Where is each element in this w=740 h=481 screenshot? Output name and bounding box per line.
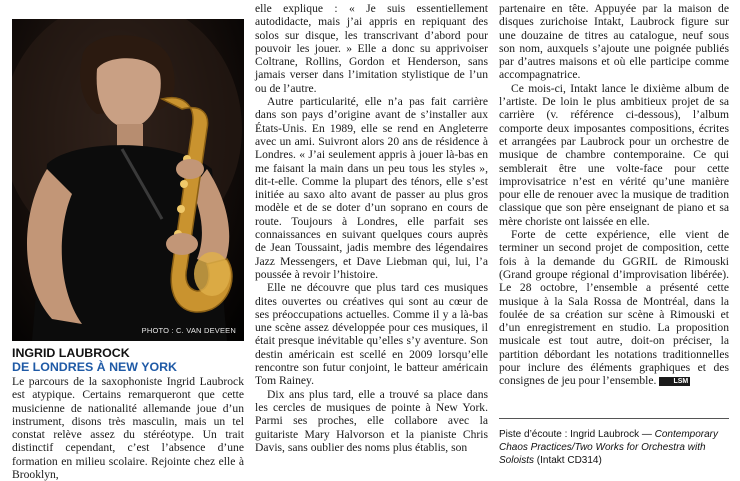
listening-prefix: Piste d’écoute : Ingrid Laubrock — (499, 429, 655, 440)
author-signature-badge: LSM (659, 377, 690, 386)
column-1-body (12, 375, 244, 481)
album-label: (Intakt CD314) (534, 455, 602, 466)
saxophonist-illustration (12, 19, 244, 341)
article-column-3 (499, 2, 729, 388)
paragraph (499, 228, 729, 388)
saxophonist-photo (12, 19, 244, 341)
paragraph: partenaire en tête. Appuyée par la maison de disques zurichoise Intakt, Laubrock figure sur une douzaine de titres au catalogue, neuf sous son nom, auxquels s’ajoute une poignée publiés par d’autres maisons et où elle participe comme accompagnatrice. (499, 2, 729, 82)
photo-credit: PHOTO : C. VAN DEVEEN (141, 325, 236, 335)
album-title: Contemporary Chaos Practices/Two Works for Orchestra with Soloists (499, 429, 718, 466)
article-subhead: DE LONDRES À NEW YORK (12, 360, 177, 374)
divider (499, 418, 729, 419)
paragraph: elle explique : « Je suis essentiellement autodidacte, mais j’ai appris en repiquant des solos sur disque, les transcrivant d’abord pour pouvoir les jouer. » Elle a donc su apprivoiser Coltrane, Rollins, Gordon et Henderson, sans jamais verser dans l’imitation stylistique de l’un ou de l’autre. (255, 2, 488, 95)
paragraph: Elle ne découvre que plus tard ces musiques dites ouvertes ou créatives qui sont au cœur de ses préoccupations actuelles. Comme il y a là-bas une scène assez développée pour ces musiques, il était presque inévitable qu’elles s’y aventure. Son destin américain est scellé en 2009 lorsqu’elle rencontre son futur conjoint, le batteur américain Tom Rainey. (255, 281, 488, 388)
listening-reference (499, 428, 729, 467)
paragraph: Dix ans plus tard, elle a trouvé sa place dans les cercles de musiques de pointe à New York. Parmi ses proches, elle collabore avec la guitariste Mary Halvorson et la pianiste Chris Davis, sans oublier des noms plus établis, son (255, 387, 488, 454)
paragraph: Autre particularité, elle n’a pas fait carrière dans son pays d’origine avant de s’installer aux États-Unis. En 1989, elle se rend en Angleterre avec un ami. Suivront alors 20 ans de résidence à Londres. « J’ai seulement appris à jouer là-bas en me faisant la main dans un peu tous les styles », dit-t-elle. Comme la plupart des ténors, elle s’est initiée au saxo alto avant de passer au plus gros modèle et de se doter d’un soprano en cours de route. Toujours à Londres, elle parfait ses connaissances en suivant quelques cours auprès de Jean Toussaint, jadis membre des légendaires Jazz Messengers, et Dave Liebman qui, lui, l’a poussée à revoir l’histoire. (255, 95, 488, 281)
paragraph-text: Forte de cette expérience, elle vient de terminer un second projet de composition, cette fois à la demande du GGRIL de Rimouski (Grand groupe régional d’improvisation libérée). Le 28 octobre, l’ensemble a présenté cette musique à la Sala Rossa de Montréal, dans la foulée de sa création sur scène à Rimouski et d’un enregistrement en studio. La proposition musicale est tout autre, doit-on préciser, la partition débordant les notations traditionnelles pour inclure des éléments graphiques et des consignes de jeu pour l’ensemble. (499, 228, 729, 388)
article-column-2 (255, 2, 488, 454)
article-headline: INGRID LAUBROCK (12, 346, 130, 360)
paragraph: Le parcours de la saxophoniste Ingrid Laubrock est atypique. Certains remarqueront que cette musicienne de nationalité allemande joue d’un instrument, disons très masculin, mais un tel constat relève assez du stéréotype. Un trait distinctif cependant, c’est l’absence d’une formation en milieu scolaire. Rejointe chez elle à Brooklyn, (12, 375, 244, 481)
paragraph: Ce mois-ci, Intakt lance le dixième album de l’artiste. De loin le plus ambitieux projet de sa carrière (v. référence ci-dessous), l’album comporte deux imposantes compositions, écrites et arrangées par Laubrock pour un orchestre de musique de chambre contemporaine. Ce qui semblerait être une volte-face pour cette improvisatrice n’est en vérité qu’une manière pour elle de renouer avec la musique de tradition classique que son père enseignant de piano et sa mère choriste ont laissée en elle. (499, 81, 729, 228)
